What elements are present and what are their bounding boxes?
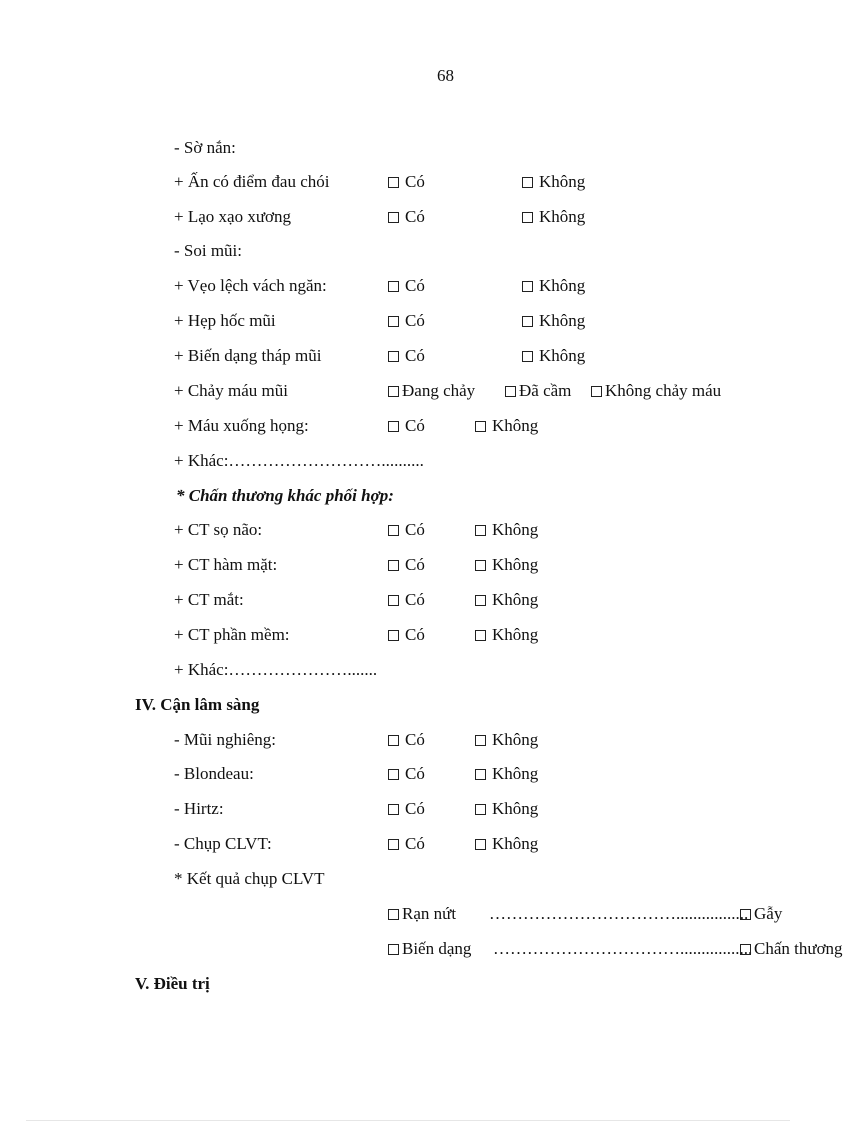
option-label: Không xyxy=(492,590,539,609)
checkbox[interactable] xyxy=(388,212,399,223)
option-yes[interactable] xyxy=(388,172,425,192)
checkbox[interactable] xyxy=(388,595,399,606)
checkbox[interactable] xyxy=(591,386,602,397)
ct-deformity-dots[interactable]: ……………………………................. xyxy=(493,939,753,958)
option-no[interactable] xyxy=(475,555,538,575)
option-no[interactable] xyxy=(522,172,585,192)
checkbox[interactable] xyxy=(388,839,399,850)
combined-injury-heading: * Chấn thương khác phối hợp: xyxy=(176,486,394,505)
option-deformity[interactable] xyxy=(388,939,471,959)
option-label: Không xyxy=(492,555,539,574)
row-label: + CT sọ não: xyxy=(174,520,263,539)
option-yes[interactable] xyxy=(388,730,425,750)
option-label: Không xyxy=(492,625,539,644)
checkbox[interactable] xyxy=(475,560,486,571)
option-label: Không xyxy=(539,207,586,226)
checkbox[interactable] xyxy=(522,177,533,188)
row-label: + CT mắt: xyxy=(174,590,244,609)
option-label: Có xyxy=(405,834,425,853)
option-no[interactable] xyxy=(475,764,538,784)
option-label: Không xyxy=(539,276,586,295)
section-heading-paraclinical: IV. Cận lâm sàng xyxy=(135,695,260,714)
checkbox[interactable] xyxy=(388,316,399,327)
page-number: 68 xyxy=(437,66,454,85)
endoscopy-heading: - Soi mũi: xyxy=(174,241,243,260)
option-yes[interactable] xyxy=(388,520,425,540)
option-label: Có xyxy=(405,764,425,783)
ct-result-label: * Kết quả chụp CLVT xyxy=(174,869,325,888)
option-label: Không xyxy=(539,346,586,365)
checkbox[interactable] xyxy=(740,909,751,920)
row-label: + Vẹo lệch vách ngăn: xyxy=(174,276,327,295)
option-label: Không xyxy=(492,799,539,818)
option-yes[interactable] xyxy=(388,764,425,784)
checkbox[interactable] xyxy=(740,944,751,955)
checkbox[interactable] xyxy=(475,630,486,641)
row-label: + Lạo xạo xương xyxy=(174,207,292,226)
option-bleeding-active[interactable] xyxy=(388,381,475,401)
option-yes[interactable] xyxy=(388,590,425,610)
row-label: - Chụp CLVT: xyxy=(174,834,272,853)
option-label: Không xyxy=(492,730,539,749)
option-no-bleeding[interactable] xyxy=(591,381,721,401)
option-no[interactable] xyxy=(475,625,538,645)
checkbox[interactable] xyxy=(475,735,486,746)
ct-crack-dots[interactable]: ……………………………................. xyxy=(489,904,749,923)
option-yes[interactable] xyxy=(388,276,425,296)
option-bleeding-stopped[interactable] xyxy=(505,381,571,401)
option-label: Có xyxy=(405,520,425,539)
checkbox[interactable] xyxy=(522,212,533,223)
option-label: Không chảy máu xyxy=(605,381,722,400)
row-label: + Biến dạng tháp mũi xyxy=(174,346,322,365)
option-label: Có xyxy=(405,172,425,191)
option-label: Có xyxy=(405,416,425,435)
palpation-heading: - Sờ nắn: xyxy=(174,138,236,157)
section-heading-treatment: V. Điều trị xyxy=(135,974,210,993)
checkbox[interactable] xyxy=(505,386,516,397)
other-field[interactable]: + Khác:……………………….......... xyxy=(174,451,424,470)
checkbox[interactable] xyxy=(388,177,399,188)
option-label: Có xyxy=(405,730,425,749)
option-yes[interactable] xyxy=(388,834,425,854)
checkbox[interactable] xyxy=(388,630,399,641)
option-no[interactable] xyxy=(522,311,585,331)
option-no[interactable] xyxy=(475,416,538,436)
option-label: Rạn nứt xyxy=(402,904,457,923)
option-label: Có xyxy=(405,625,425,644)
checkbox[interactable] xyxy=(475,595,486,606)
option-label: Có xyxy=(405,346,425,365)
option-yes[interactable] xyxy=(388,555,425,575)
row-label: + CT hàm mặt: xyxy=(174,555,278,574)
option-no[interactable] xyxy=(475,590,538,610)
row-label: - Hirtz: xyxy=(174,799,224,818)
row-label: + Chảy máu mũi xyxy=(174,381,288,400)
option-no[interactable] xyxy=(475,834,538,854)
option-yes[interactable] xyxy=(388,311,425,331)
checkbox[interactable] xyxy=(388,944,399,955)
checkbox[interactable] xyxy=(388,769,399,780)
option-no[interactable] xyxy=(522,346,585,366)
option-label: Không xyxy=(539,172,586,191)
row-label: - Mũi nghiêng: xyxy=(174,730,276,749)
option-label: Không xyxy=(492,520,539,539)
option-label: Không xyxy=(492,416,539,435)
checkbox[interactable] xyxy=(522,281,533,292)
checkbox[interactable] xyxy=(475,804,486,815)
checkbox[interactable] xyxy=(388,909,399,920)
checkbox[interactable] xyxy=(475,421,486,432)
option-yes[interactable] xyxy=(388,625,425,645)
checkbox[interactable] xyxy=(522,351,533,362)
option-no[interactable] xyxy=(475,520,538,540)
checkbox[interactable] xyxy=(388,804,399,815)
option-label: Gẫy xyxy=(754,904,783,923)
checkbox[interactable] xyxy=(475,769,486,780)
checkbox[interactable] xyxy=(388,560,399,571)
option-yes[interactable] xyxy=(388,416,425,436)
page-bottom-rule xyxy=(26,1120,790,1121)
checkbox[interactable] xyxy=(475,839,486,850)
row-label: + CT phần mềm: xyxy=(174,625,290,644)
option-label: Có xyxy=(405,590,425,609)
option-yes[interactable] xyxy=(388,207,425,227)
row-label: + Máu xuống họng: xyxy=(174,416,309,435)
option-label: Không xyxy=(492,834,539,853)
option-label: Có xyxy=(405,311,425,330)
option-trauma[interactable] xyxy=(740,939,843,959)
row-label: - Blondeau: xyxy=(174,764,254,783)
option-label: Không xyxy=(539,311,586,330)
option-no[interactable] xyxy=(522,207,585,227)
option-no[interactable] xyxy=(475,799,538,819)
option-label: Có xyxy=(405,276,425,295)
option-label: Chấn thương xyxy=(754,939,843,958)
option-label: Không xyxy=(492,764,539,783)
option-yes[interactable] xyxy=(388,799,425,819)
option-no[interactable] xyxy=(475,730,538,750)
checkbox[interactable] xyxy=(388,735,399,746)
option-no[interactable] xyxy=(522,276,585,296)
checkbox[interactable] xyxy=(388,351,399,362)
option-label: Biến dạng xyxy=(402,939,472,958)
checkbox[interactable] xyxy=(522,316,533,327)
checkbox[interactable] xyxy=(388,386,399,397)
option-label: Có xyxy=(405,207,425,226)
row-label: + Hẹp hốc mũi xyxy=(174,311,276,330)
option-yes[interactable] xyxy=(388,346,425,366)
option-label: Có xyxy=(405,799,425,818)
option-crack[interactable] xyxy=(388,904,456,924)
checkbox[interactable] xyxy=(388,525,399,536)
option-fracture[interactable] xyxy=(740,904,782,924)
checkbox[interactable] xyxy=(475,525,486,536)
checkbox[interactable] xyxy=(388,281,399,292)
option-label: Đã cầm xyxy=(519,381,572,400)
option-label: Có xyxy=(405,555,425,574)
option-label: Đang chảy xyxy=(402,381,476,400)
row-label: + Ấn có điểm đau chói xyxy=(174,172,330,191)
other-field[interactable]: + Khác:…………………....... xyxy=(174,660,378,679)
checkbox[interactable] xyxy=(388,421,399,432)
